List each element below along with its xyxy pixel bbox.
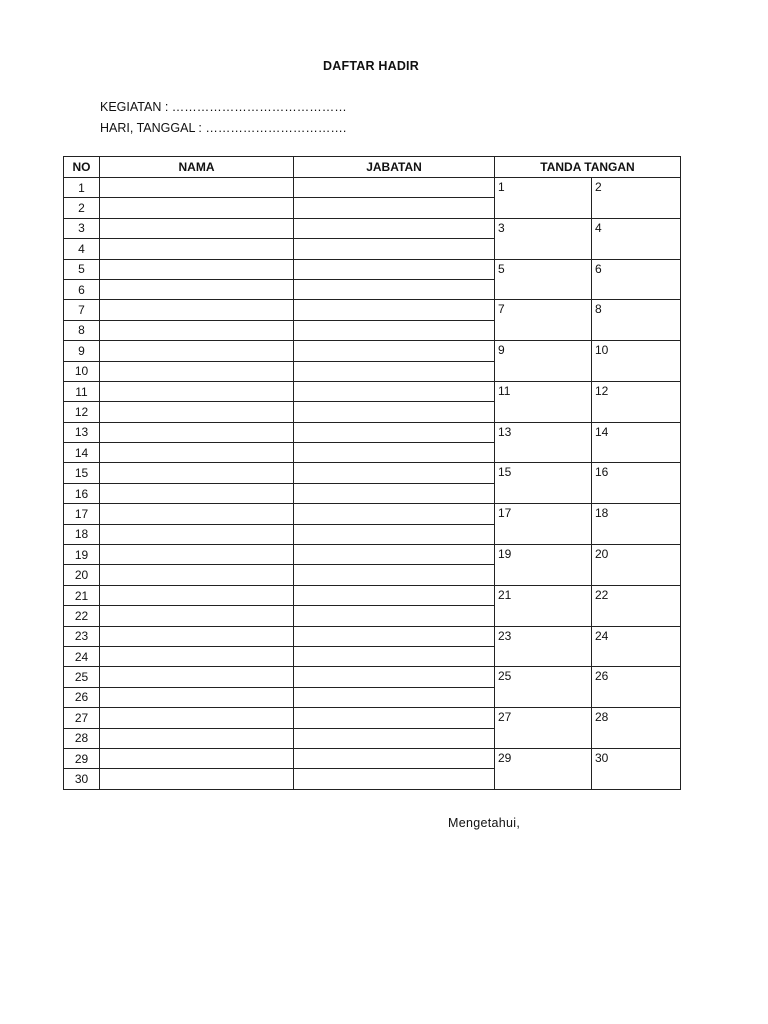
row-number: 30 (64, 769, 100, 789)
jabatan-cell[interactable] (294, 381, 495, 401)
mengetahui-label: Mengetahui, (448, 816, 521, 830)
row-number: 20 (64, 565, 100, 585)
nama-cell[interactable] (100, 606, 294, 626)
nama-cell[interactable] (100, 585, 294, 605)
jabatan-cell[interactable] (294, 178, 495, 198)
signature-cell[interactable]: 24 (592, 626, 681, 667)
table-row (64, 463, 681, 483)
jabatan-cell[interactable] (294, 320, 495, 340)
row-number: 11 (64, 381, 100, 401)
kegiatan-line: KEGIATAN : …………………………………… (100, 100, 347, 114)
jabatan-cell[interactable] (294, 585, 495, 605)
signature-cell[interactable]: 19 (495, 545, 592, 586)
signature-cell[interactable]: 12 (592, 381, 681, 422)
table-row (64, 178, 681, 198)
jabatan-cell[interactable] (294, 545, 495, 565)
signature-cell[interactable]: 17 (495, 504, 592, 545)
jabatan-cell[interactable] (294, 239, 495, 259)
table-row (64, 708, 681, 728)
signature-cell[interactable]: 28 (592, 708, 681, 749)
hari-tanggal-line: HARI, TANGGAL : ……………………………. (100, 121, 347, 135)
nama-cell[interactable] (100, 769, 294, 789)
signature-cell[interactable]: 14 (592, 422, 681, 463)
row-number: 13 (64, 422, 100, 442)
jabatan-cell[interactable] (294, 667, 495, 687)
jabatan-cell[interactable] (294, 646, 495, 666)
header-no: NO (64, 157, 100, 178)
nama-cell[interactable] (100, 626, 294, 646)
page-title: DAFTAR HADIR (323, 59, 419, 73)
row-number: 18 (64, 524, 100, 544)
table-row (64, 626, 681, 646)
table-header-row (64, 157, 681, 178)
nama-cell[interactable] (100, 341, 294, 361)
signature-cell[interactable]: 7 (495, 300, 592, 341)
jabatan-cell[interactable] (294, 626, 495, 646)
header-nama: NAMA (100, 157, 294, 178)
row-number: 25 (64, 667, 100, 687)
row-number: 7 (64, 300, 100, 320)
jabatan-cell[interactable] (294, 443, 495, 463)
jabatan-cell[interactable] (294, 504, 495, 524)
nama-cell[interactable] (100, 646, 294, 666)
row-number: 3 (64, 218, 100, 238)
signature-cell[interactable]: 5 (495, 259, 592, 300)
jabatan-cell[interactable] (294, 769, 495, 789)
row-number: 10 (64, 361, 100, 381)
row-number: 14 (64, 443, 100, 463)
nama-cell[interactable] (100, 259, 294, 279)
signature-cell[interactable]: 18 (592, 504, 681, 545)
signature-cell[interactable]: 15 (495, 463, 592, 504)
row-number: 22 (64, 606, 100, 626)
signature-cell[interactable]: 6 (592, 259, 681, 300)
jabatan-cell[interactable] (294, 198, 495, 218)
jabatan-cell[interactable] (294, 300, 495, 320)
row-number: 19 (64, 545, 100, 565)
nama-cell[interactable] (100, 239, 294, 259)
header-tanda-tangan: TANDA TANGAN (495, 157, 681, 178)
row-number: 8 (64, 320, 100, 340)
signature-cell[interactable]: 13 (495, 422, 592, 463)
signature-cell[interactable]: 10 (592, 341, 681, 382)
nama-cell[interactable] (100, 443, 294, 463)
row-number: 26 (64, 687, 100, 707)
signature-cell[interactable]: 3 (495, 218, 592, 259)
table-row (64, 422, 681, 442)
jabatan-cell[interactable] (294, 218, 495, 238)
signature-cell[interactable]: 27 (495, 708, 592, 749)
nama-cell[interactable] (100, 402, 294, 422)
nama-cell[interactable] (100, 422, 294, 442)
table-row (64, 218, 681, 238)
table-row (64, 300, 681, 320)
signature-cell[interactable]: 2 (592, 178, 681, 219)
signature-cell[interactable]: 26 (592, 667, 681, 708)
row-number: 1 (64, 178, 100, 198)
nama-cell[interactable] (100, 463, 294, 483)
signature-cell[interactable]: 8 (592, 300, 681, 341)
row-number: 29 (64, 748, 100, 768)
row-number: 24 (64, 646, 100, 666)
row-number: 27 (64, 708, 100, 728)
signature-cell[interactable]: 16 (592, 463, 681, 504)
nama-cell[interactable] (100, 198, 294, 218)
jabatan-cell[interactable] (294, 606, 495, 626)
table-row (64, 504, 681, 524)
attendance-table (63, 156, 681, 790)
signature-cell[interactable]: 23 (495, 626, 592, 667)
jabatan-cell[interactable] (294, 708, 495, 728)
row-number: 9 (64, 341, 100, 361)
signature-cell[interactable]: 20 (592, 545, 681, 586)
nama-cell[interactable] (100, 504, 294, 524)
nama-cell[interactable] (100, 300, 294, 320)
signature-cell[interactable]: 11 (495, 381, 592, 422)
nama-cell[interactable] (100, 361, 294, 381)
nama-cell[interactable] (100, 381, 294, 401)
signature-cell[interactable]: 25 (495, 667, 592, 708)
jabatan-cell[interactable] (294, 361, 495, 381)
signature-cell[interactable]: 21 (495, 585, 592, 626)
nama-cell[interactable] (100, 748, 294, 768)
row-number: 23 (64, 626, 100, 646)
signature-cell[interactable]: 9 (495, 341, 592, 382)
nama-cell[interactable] (100, 565, 294, 585)
header-jabatan: JABATAN (294, 157, 495, 178)
nama-cell[interactable] (100, 545, 294, 565)
signature-cell[interactable]: 4 (592, 218, 681, 259)
table-row (64, 667, 681, 687)
row-number: 17 (64, 504, 100, 524)
row-number: 5 (64, 259, 100, 279)
table-row (64, 748, 681, 768)
nama-cell[interactable] (100, 687, 294, 707)
table-body (64, 178, 681, 790)
jabatan-cell[interactable] (294, 748, 495, 768)
signature-cell[interactable]: 29 (495, 748, 592, 789)
jabatan-cell[interactable] (294, 728, 495, 748)
nama-cell[interactable] (100, 320, 294, 340)
row-number: 2 (64, 198, 100, 218)
jabatan-cell[interactable] (294, 687, 495, 707)
signature-cell[interactable]: 30 (592, 748, 681, 789)
nama-cell[interactable] (100, 279, 294, 299)
table-row (64, 381, 681, 401)
jabatan-cell[interactable] (294, 279, 495, 299)
nama-cell[interactable] (100, 728, 294, 748)
row-number: 6 (64, 279, 100, 299)
table-row (64, 341, 681, 361)
jabatan-cell[interactable] (294, 463, 495, 483)
signature-cell[interactable]: 22 (592, 585, 681, 626)
row-number: 28 (64, 728, 100, 748)
table-row (64, 585, 681, 605)
jabatan-cell[interactable] (294, 422, 495, 442)
jabatan-cell[interactable] (294, 483, 495, 503)
row-number: 16 (64, 483, 100, 503)
jabatan-cell[interactable] (294, 524, 495, 544)
nama-cell[interactable] (100, 708, 294, 728)
nama-cell[interactable] (100, 218, 294, 238)
table-row (64, 545, 681, 565)
nama-cell[interactable] (100, 524, 294, 544)
jabatan-cell[interactable] (294, 402, 495, 422)
signature-cell[interactable]: 1 (495, 178, 592, 219)
nama-cell[interactable] (100, 667, 294, 687)
jabatan-cell[interactable] (294, 341, 495, 361)
row-number: 4 (64, 239, 100, 259)
row-number: 15 (64, 463, 100, 483)
nama-cell[interactable] (100, 483, 294, 503)
nama-cell[interactable] (100, 178, 294, 198)
row-number: 12 (64, 402, 100, 422)
jabatan-cell[interactable] (294, 565, 495, 585)
row-number: 21 (64, 585, 100, 605)
table-row (64, 259, 681, 279)
jabatan-cell[interactable] (294, 259, 495, 279)
